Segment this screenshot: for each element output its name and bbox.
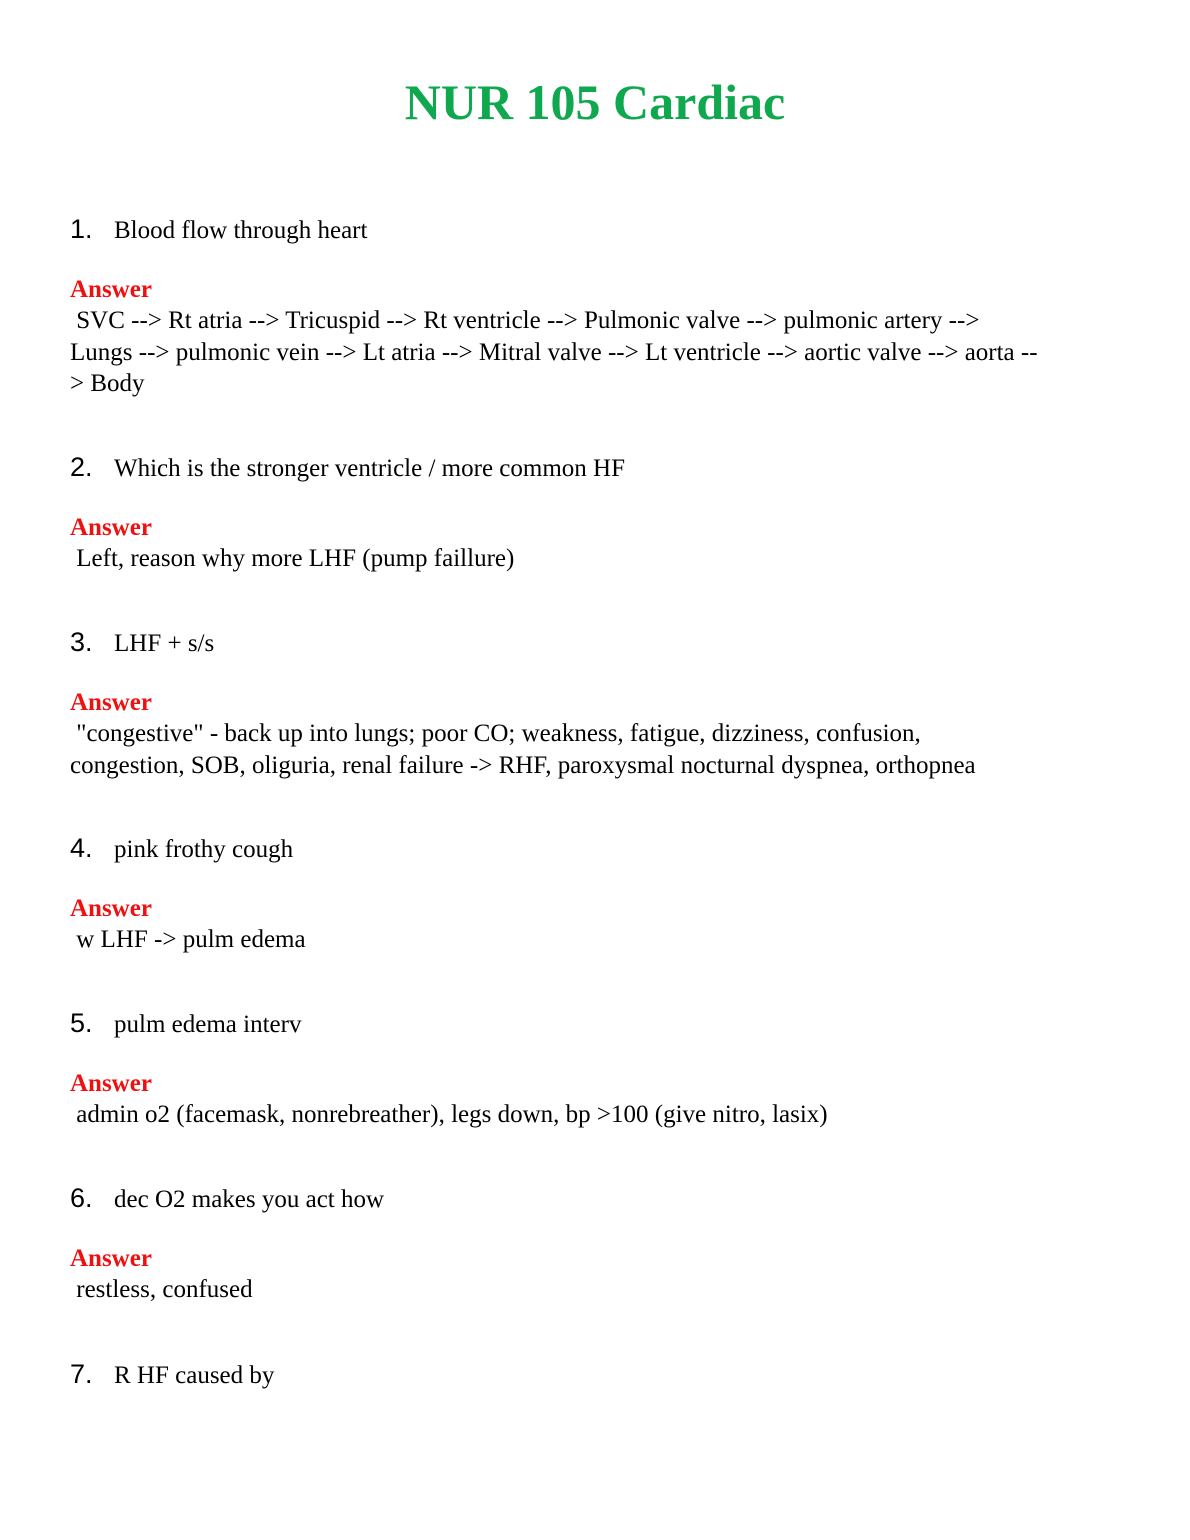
question-number: 6. xyxy=(70,1183,93,1213)
question-text: R HF caused by xyxy=(114,1362,275,1389)
answer-text: w LHF -> pulm edema xyxy=(70,926,306,953)
question-number: 2. xyxy=(70,452,93,482)
question-text: pink frothy cough xyxy=(114,836,294,863)
answer-label: Answer xyxy=(70,689,152,716)
question-number: 5. xyxy=(70,1008,93,1038)
question-number: 3. xyxy=(70,627,93,657)
question-row xyxy=(70,832,1120,866)
answer-label: Answer xyxy=(70,1245,152,1272)
question-text: dec O2 makes you act how xyxy=(114,1186,385,1213)
qa-item-1 xyxy=(70,213,1120,400)
qa-item-3 xyxy=(70,626,1120,781)
qa-item-5 xyxy=(70,1007,1120,1131)
question-number: 7. xyxy=(70,1359,93,1389)
qa-item-7 xyxy=(70,1358,1120,1392)
question-text: pulm edema interv xyxy=(114,1011,302,1038)
question-row xyxy=(70,1358,1120,1392)
question-row xyxy=(70,1007,1120,1041)
answer-text: "congestive" - back up into lungs; poor CO; weakness, fatigue, dizziness, confusion, congestion, SOB, oliguria, renal failure -> RHF, paroxysmal nocturnal dyspnea, orthopnea xyxy=(70,720,976,779)
answer-text: Left, reason why more LHF (pump faillure) xyxy=(70,545,515,572)
answer-label: Answer xyxy=(70,895,152,922)
answer-text: SVC --> Rt atria --> Tricuspid --> Rt ventricle --> Pulmonic valve --> pulmonic artery --> Lungs --> pulmonic vein --> Lt atria --> Mitral valve --> Lt ventricle --> aortic valve --> aorta -- > Body xyxy=(70,307,1038,397)
answer-text: admin o2 (facemask, nonrebreather), legs down, bp >100 (give nitro, lasix) xyxy=(70,1101,828,1128)
qa-item-2 xyxy=(70,451,1120,575)
question-row xyxy=(70,626,1120,660)
question-number: 1. xyxy=(70,214,93,244)
page-title: NUR 105 Cardiac xyxy=(404,74,786,130)
qa-item-6 xyxy=(70,1182,1120,1306)
question-row xyxy=(70,213,1120,247)
qa-item-4 xyxy=(70,832,1120,956)
question-row xyxy=(70,1182,1120,1216)
answer-label: Answer xyxy=(70,514,152,541)
question-text: Blood flow through heart xyxy=(114,217,368,244)
question-text: LHF + s/s xyxy=(114,630,215,657)
answer-label: Answer xyxy=(70,1070,152,1097)
question-number: 4. xyxy=(70,833,93,863)
question-text: Which is the stronger ventricle / more common HF xyxy=(114,455,625,482)
answer-text: restless, confused xyxy=(70,1276,253,1303)
question-row xyxy=(70,451,1120,485)
answer-label: Answer xyxy=(70,276,152,303)
